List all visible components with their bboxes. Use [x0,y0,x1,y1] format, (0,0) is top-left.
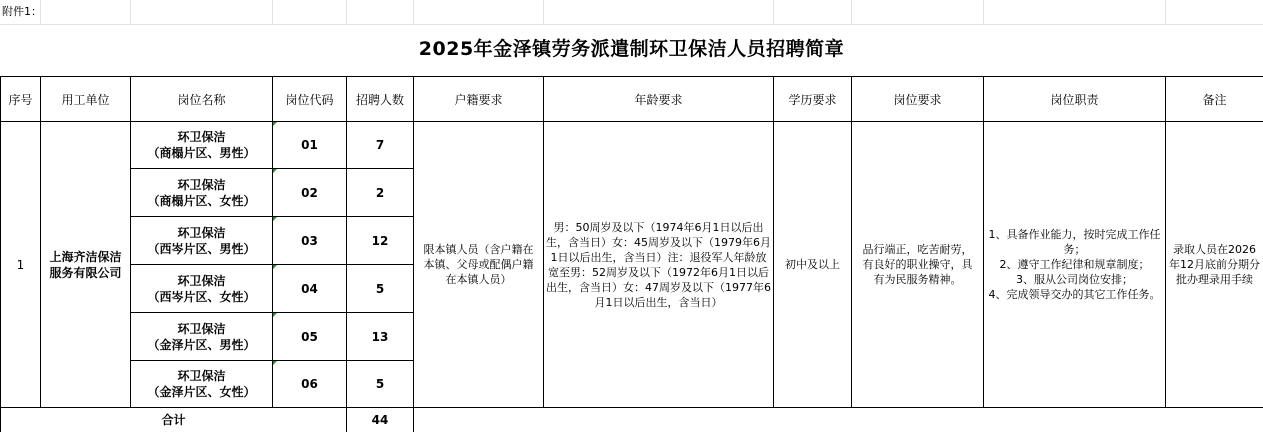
duty-item: 4、完成领导交办的其它工作任务。 [988,288,1161,301]
header-age: 年龄要求 [634,92,683,107]
header-education: 学历要求 [788,92,837,107]
remarks: 录取人员在2026年12月底前分期分批办理录用手续 [1169,243,1260,286]
position-headcount: 5 [375,377,385,391]
cell-marker-icon [273,265,277,269]
cell-marker-icon [273,217,277,221]
position-headcount: 12 [371,233,389,248]
position-code: 02 [301,185,318,200]
header-household: 户籍要求 [454,92,503,107]
position-name-cell [131,265,272,312]
position-code: 06 [301,377,318,391]
duty-item: 1、具备作业能力，按时完成工作任务； [988,228,1161,256]
cell-marker-icon [273,313,277,317]
position-headcount: 13 [371,329,389,344]
age-requirement: 男：50周岁及以下（1974年6月1日以后出生，含当日）女：45周岁及以下（1979年6月1日以后出生，含当日）注：退役军人年龄放宽至男：52周岁及以下（1972年6月1日以后出生，含当日）女：47周岁及以下（1977年6月1日以后出生，含当日） [546,220,771,309]
annex-label: 附件1： [2,5,42,18]
position-headcount: 7 [375,138,385,152]
position-name: 环卫保洁 [177,273,226,288]
row-index: 1 [16,257,25,272]
header-headcount: 招聘人数 [355,92,404,107]
education-requirement: 初中及以上 [785,258,840,271]
job-requirement: 品行端正，吃苦耐劳，有良好的职业操守，具有为民服务精神。 [862,243,973,286]
employer-cell: 上海齐洁保洁服务有限公司 [49,249,122,280]
header-index: 序号 [8,92,33,107]
position-name: 环卫保洁 [177,369,226,383]
cell-marker-icon [273,169,277,173]
position-area: （西岑片区、男性） [147,241,256,256]
position-code: 01 [301,138,318,152]
cell-marker-icon [273,361,277,365]
position-name-cell [131,169,272,216]
position-area: （西岑片区、女性） [147,289,256,304]
header-position-name: 岗位名称 [177,92,226,107]
total-label: 合计 [161,413,186,427]
position-name-cell [131,122,272,168]
position-code: 05 [301,329,318,344]
page-title: 2025年金泽镇劳务派遣制环卫保洁人员招聘简章 [418,38,845,60]
position-headcount: 2 [375,185,385,200]
household-requirement: 限本镇人员（含户籍在本镇、父母或配偶户籍在本镇人员） [423,243,534,286]
position-code: 03 [301,233,318,248]
position-name: 环卫保洁 [177,130,226,144]
header-job-requirement: 岗位要求 [893,92,942,107]
position-name: 环卫保洁 [177,225,226,240]
cell-marker-icon [273,122,277,126]
total-value: 44 [371,413,389,427]
position-area: （商榻片区、女性） [147,193,256,208]
position-name-cell [131,313,272,360]
position-headcount: 5 [375,281,385,296]
position-area: （商榻片区、男性） [147,146,256,160]
position-name: 环卫保洁 [177,321,226,336]
duty-item: 3、服从公司岗位安排； [1016,273,1133,286]
position-name-cell [131,361,272,407]
position-name-cell [131,217,272,264]
header-duties: 岗位职责 [1050,92,1099,107]
position-code: 04 [301,281,318,296]
duties-cell [984,122,1165,407]
position-area: （金泽片区、女性） [147,385,256,399]
header-remarks: 备注 [1202,92,1227,107]
position-area: （金泽片区、男性） [147,337,256,352]
header-employer: 用工单位 [61,92,110,107]
header-position-code: 岗位代码 [285,92,334,107]
duty-item: 2、遵守工作纪律和规章制度； [999,258,1150,271]
position-name: 环卫保洁 [177,177,226,192]
